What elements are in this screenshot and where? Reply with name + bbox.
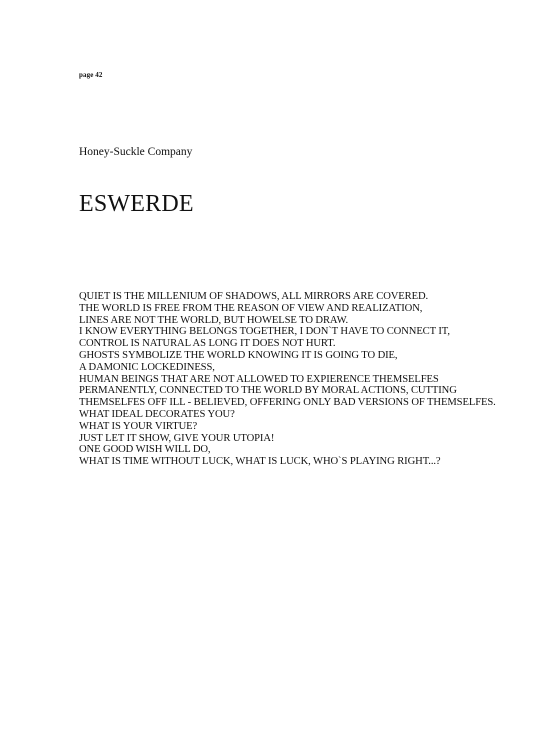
poem-line: WHAT IS YOUR VIRTUE? <box>79 420 198 432</box>
company-name: Honey-Suckle Company <box>79 146 193 158</box>
poem-line: HUMAN BEINGS THAT ARE NOT ALLOWED TO EXPIERENCE THEMSELFES <box>79 373 439 385</box>
poem-line: A DAMONIC LOCKEDINESS, <box>79 361 215 373</box>
poem-text <box>79 291 549 468</box>
poem-line: WHAT IDEAL DECORATES YOU? <box>79 408 235 420</box>
poem-line: THE WORLD IS FREE FROM THE REASON OF VIEW AND REALIZATION, <box>79 302 423 314</box>
poem-line: GHOSTS SYMBOLIZE THE WORLD KNOWING IT IS GOING TO DIE, <box>79 349 398 361</box>
poem-line: WHAT IS TIME WITHOUT LUCK, WHAT IS LUCK, WHO`S PLAYING RIGHT...? <box>79 456 441 468</box>
page-title: ESWERDE <box>79 191 194 217</box>
poem-line: ONE GOOD WISH WILL DO, <box>79 444 211 456</box>
poem-line: PERMANENTLY, CONNECTED TO THE WORLD BY MORAL ACTIONS, CUTTING <box>79 385 457 397</box>
poem-line: QUIET IS THE MILLENIUM OF SHADOWS, ALL MIRRORS ARE COVERED. <box>79 291 429 302</box>
poem-line: CONTROL IS NATURAL AS LONG IT DOES NOT HURT. <box>79 338 336 350</box>
poem-line: LINES ARE NOT THE WORLD, BUT HOWELSE TO DRAW. <box>79 314 349 326</box>
poem-line: THEMSELFES OFF ILL - BELIEVED, OFFERING ONLY BAD VERSIONS OF THEMSELFES. <box>79 397 496 409</box>
poem-line: JUST LET IT SHOW, GIVE YOUR UTOPIA! <box>79 432 275 444</box>
poem-line: I KNOW EVERYTHING BELONGS TOGETHER, I DON`T HAVE TO CONNECT IT, <box>79 326 450 338</box>
page-number: page 42 <box>79 71 103 79</box>
